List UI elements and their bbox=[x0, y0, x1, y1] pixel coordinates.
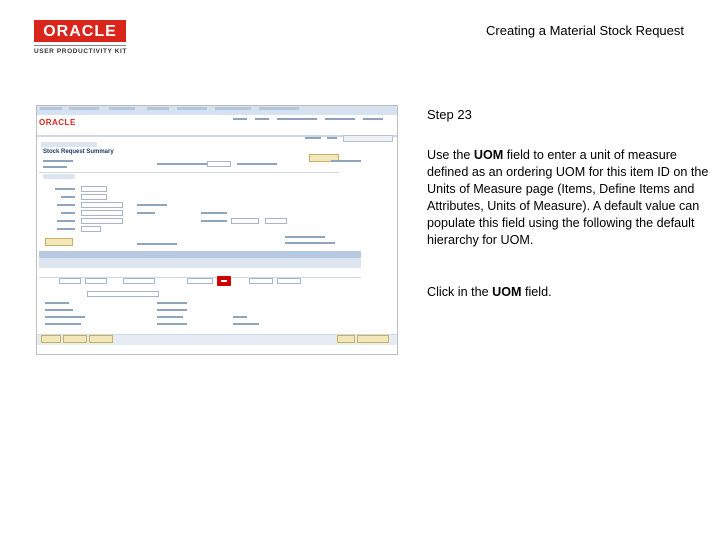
step-action: Click in the UOM field. bbox=[427, 285, 552, 299]
table-row bbox=[39, 268, 361, 278]
application-screenshot bbox=[36, 105, 398, 355]
line-grid-header bbox=[39, 251, 361, 258]
document-title: Creating a Material Stock Request bbox=[486, 23, 684, 38]
uom-field-highlight[interactable] bbox=[217, 276, 231, 286]
oracle-logo-graphic bbox=[34, 20, 126, 42]
step-title: Step 23 bbox=[427, 107, 472, 122]
step-instruction: Use the UOM field to enter a unit of measure defined as an ordering UOM for this item ID on the Units of Measure page (Items, Define Items and Attributes, Units of Measure). A default value can populate this field using the following the default hierarchy for UOM. bbox=[427, 148, 709, 247]
oracle-upk-logo bbox=[34, 20, 126, 55]
menu-bar bbox=[37, 106, 397, 115]
logo-subtitle: USER PRODUCTIVITY KIT bbox=[34, 45, 126, 55]
app-brand: ORACLE bbox=[39, 118, 76, 127]
line-grid-columns bbox=[39, 258, 361, 268]
fill-options-button[interactable] bbox=[45, 238, 73, 246]
page-heading: Stock Request Summary bbox=[43, 149, 114, 155]
svg-text:ORACLE: ORACLE bbox=[43, 23, 117, 40]
